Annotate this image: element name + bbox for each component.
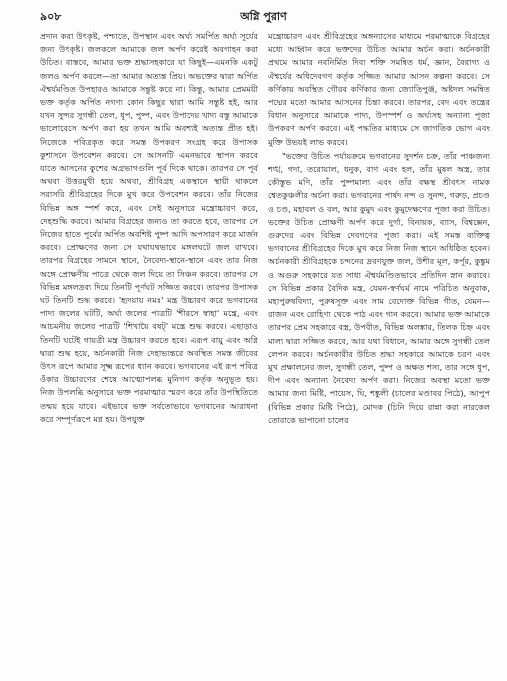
left-paragraph-1: প্রদান করা উৎকৃষ্ট, পশ্চাতে, উপস্থান এবং অর্ঘ্য সমর্পিত অর্ঘ্য সূর্যের জন্য উৎকৃষ্ট। জলকলে আমাকে জল অর্পণ করেই অবগাহন করা উচিত। বাস্তবে, আমার ভক্ত শ্রদ্ধাসহকারে যা কিছুই—এমনকি একটু জলও অর্পণ করলে—তা আমার অত্যন্ত প্রিয়। অভক্তের দ্বারা অর্পিত ঐশ্বর্যমণ্ডিত উপহারও আমাকে সন্তুষ্ট করে না। কিন্তু, আমার প্রেমময়ী ভক্ত কর্তৃক অর্পিত নগণ্য কোন কিছুর দ্বারা আমি সন্তুষ্ট হই, আর যখন সুন্দর সুগন্ধী তেল, ধূপ, পুষ্প, এবং উপাদেয় খাদ্য বস্তু আমাকে ভালোবেসে অর্পণ করা হয় তখন আমি অবশ্যই অত্যন্ত প্রীত হই। নিজেকে পবিত্রকৃত করে সমস্ত উপকরণ সংগ্রহ করে উপাসক কুশাসনে উপবেশন করবে। সে আসনটি এমনভাবে স্থাপন করবে যাতে আসনের কুশের অগ্রভাগগুলি পূর্ব দিকে থাকে। তারপর সে পূর্ব অথবা উত্তরমুখী হয়ে অথবা, শ্রীবিগ্রহ একস্থানে স্থায়ী থাকলে সরাসরি শ্রীবিগ্রহের দিকে মুখ করে উপবেশন করবে। তাঁর নিজের বিভিন্ন অঙ্গ স্পর্শ করে, এবং সেই অনুসারে মন্ত্রোচ্চারণ করে, দেহশুদ্ধি করবে। আমার বিগ্রহের জন্যও তা করতে হবে, তারপর সে নিজের হাতে পূর্বের অর্পিত অবশিষ্ট পুষ্প আদি অপসারণ করে মার্জন করবে। প্রোক্ষণের জন্য সে যথাযথভাবে মঙ্গলঘটে জল রাখবে। তারপর বিগ্রহের সামনে স্থানে, নৈবেদ্য-স্থানে-স্থানে এবং তার নিজ অঙ্গে প্রোক্ষণীয় পাত্রে থেকে জল দিয়ে তা সিঞ্চন করবে। তারপর সে বিভিন্ন মঙ্গলদ্রব্য দিয়ে তিনটি পূর্ণঘট সজ্জিত করবে। তারপর উপাসক ঘট তিনটি শুদ্ধ করবে। 'হৃদয়ায় নমঃ' মন্ত্র উচ্চারণ করে ভগবানের পাদ্য জলের ঘটটি, অর্ঘ্য জলের পাত্রটি 'শীরসে স্বাহা' মন্ত্রে, এবং আচমনীয় জলের পাত্রটি 'শিখায়ৈ বষট্' মন্ত্রে শুদ্ধ করবে। এছাড়াও তিনটি ঘটেই গায়ত্রী মন্ত্র উচ্চারণ করতে হবে। এরূপ বায়ু এবং অগ্নি দ্বারা শুদ্ধ হয়ে, অর্চনকারী নিজ দেহাভ্যন্তরে অবস্থিত সমস্ত জীবের উৎস রূপে আমার সূক্ষ্ম রূপের ধ্যান করবে। ভগবানের এই রূপ পবিত্র ওঁকার উচ্চারণের শেষে আত্মোপলব্ধ মুনিগণ কর্তৃক অনুভূত হয়। নিজ উপলব্ধি অনুসারে ভক্ত পরমাত্মার স্মরণ করে তাঁর উপস্থিতিতে তন্ময় হয়ে যাবে। এইভাবে ভক্ত সর্বতোভাবে ভগবানের আরাধনা করে সম্পূর্ণরূপে মগ্ন হয়। উপযুক্ত — [40, 31, 258, 424]
left-column — [40, 30, 258, 670]
page-header — [40, 8, 487, 26]
right-paragraph-1: মন্ত্রোচ্চারণ এবং শ্রীবিগ্রহের অঙ্গন্যাসের মাধ্যমে পরমাত্মাকে বিগ্রহের মধ্যে আহ্বান করে ভক্তদের উচিত আমার অর্চন করা। অর্চনকারী প্রথমে আমার নবনির্মিত দিব্য শক্তি সমন্বিত ধর্ম, জ্ঞান, বৈরাগ্য ও ঐশ্বর্যের অধিদেবগণ কর্তৃক সজ্জিত আমার আসন কল্পনা করবে। সে কর্ণিকায় অবস্থিত গৌরব কর্ণিকার জন্য জ্যোতিপুঞ্জ, অষ্টদল সমন্বিত পদ্মের মতো আমার আসনের চিন্তা করবে। তারপর, বেদ এবং তন্ত্রের বিধান অনুসারে আমাকে পাদ্য, উপস্পর্শ ও অর্ঘ্যসহ অন্যান্য পূজা উপকরণ অর্পণ করবে। এই পদ্ধতির মাধ্যমে সে জাগতিক ভোগ এবং মুক্তি উভয়ই লাভ করবে। — [268, 31, 490, 147]
page-number: ৯০৮ — [40, 10, 62, 23]
right-column — [268, 30, 490, 670]
right-paragraph-2: "ভক্তের উচিত পর্যায়ক্রমে ভগবানের সুদর্শন চক্র, তাঁর পাঞ্চজন্য শঙ্খ, গদা, তরোয়াল, ধনুক, বাণ এবং হল, তাঁর মুষল অস্ত্র, তার কৌস্তুভ মণি, তাঁর পুষ্পমাল্য এবং তাঁর বক্ষস্থ শ্রীবৎস নামক শ্বেতকুঞ্চলীর অর্চনা করা। ভগবানের পার্ষদ নন্দ ও সুনন্দ, গরুড়, প্রচণ্ড ও চণ্ড, মহাবল ও বল, আর কুমুদ এবং কুমুদেক্ষণের পূজা করা উচিত। ভক্তের উচিত প্রোক্ষণী অর্পণ করে দুর্গা, বিনায়ক, ব্যাস, বিশ্বক্সেন, গুরুদের এবং বিভিন্ন দেবগণের পূজা করা। এই সমস্ত ব্যক্তিত্ব ভগবানের শ্রীবিগ্রহের দিকে মুখ করে নিজ নিজ স্থানে অধিষ্ঠিত হবেন। অর্চনকারী শ্রীবিগ্রহকে চন্দনের দ্রবণযুক্ত জল, উশীর মূল, কর্পূর, কুঙ্কুম ও অগুরু সহকারে যত সাধ্য ঐশ্বর্যমণ্ডিতভাবে প্রতিদিন স্নান করাবে। সে বিভিন্ন প্রকার বৈদিক মন্ত্র, যেমন-স্বর্ণঘর্ম নামে পরিচিত অনুবাক, মহাপুরুষবিদ্যা, পুরুষসূক্ত এবং সাম বেদোক্ত বিভিন্ন গীত, যেমন—রাজন এবং রোহিণ্য থেকে পাঠ এবং গান করবে। আমার ভক্ত আমাকে তারপর প্রেম সহকারে বস্ত্র, উপবীত, বিভিন্ন অলঙ্কার, তিলক চিহ্ন এবং মাল্য দ্বারা সজ্জিত করবে, আর যথা বিধানে, আমার অঙ্গে সুগন্ধী তেল লেপন করবে। অর্চনকারীর উচিত শ্রদ্ধা সহকারে আমাকে চরণ এবং মুখ প্রক্ষালনের জল, সুগন্ধী তেল, পুষ্প ও অক্ষত শস্য, তার সঙ্গে ধূপ, দীপ এবং অন্যান্য নৈবেদ্য অর্পণ করা। নিজের অবস্থা মতো ভক্ত আমার জন্য মিষ্টি, পায়েস, ঘি, শঙ্কুলী (চালের মণ্ডাবর পিঠে), আপুপ (বিভিন্ন প্রকার মিষ্টি পিঠে), মোদক (চিনি দিয়ে রান্না করা নারকেল তোরাকে ভাপানো চালের — [268, 150, 490, 425]
running-title: অগ্নি পুরাণ — [240, 10, 287, 23]
